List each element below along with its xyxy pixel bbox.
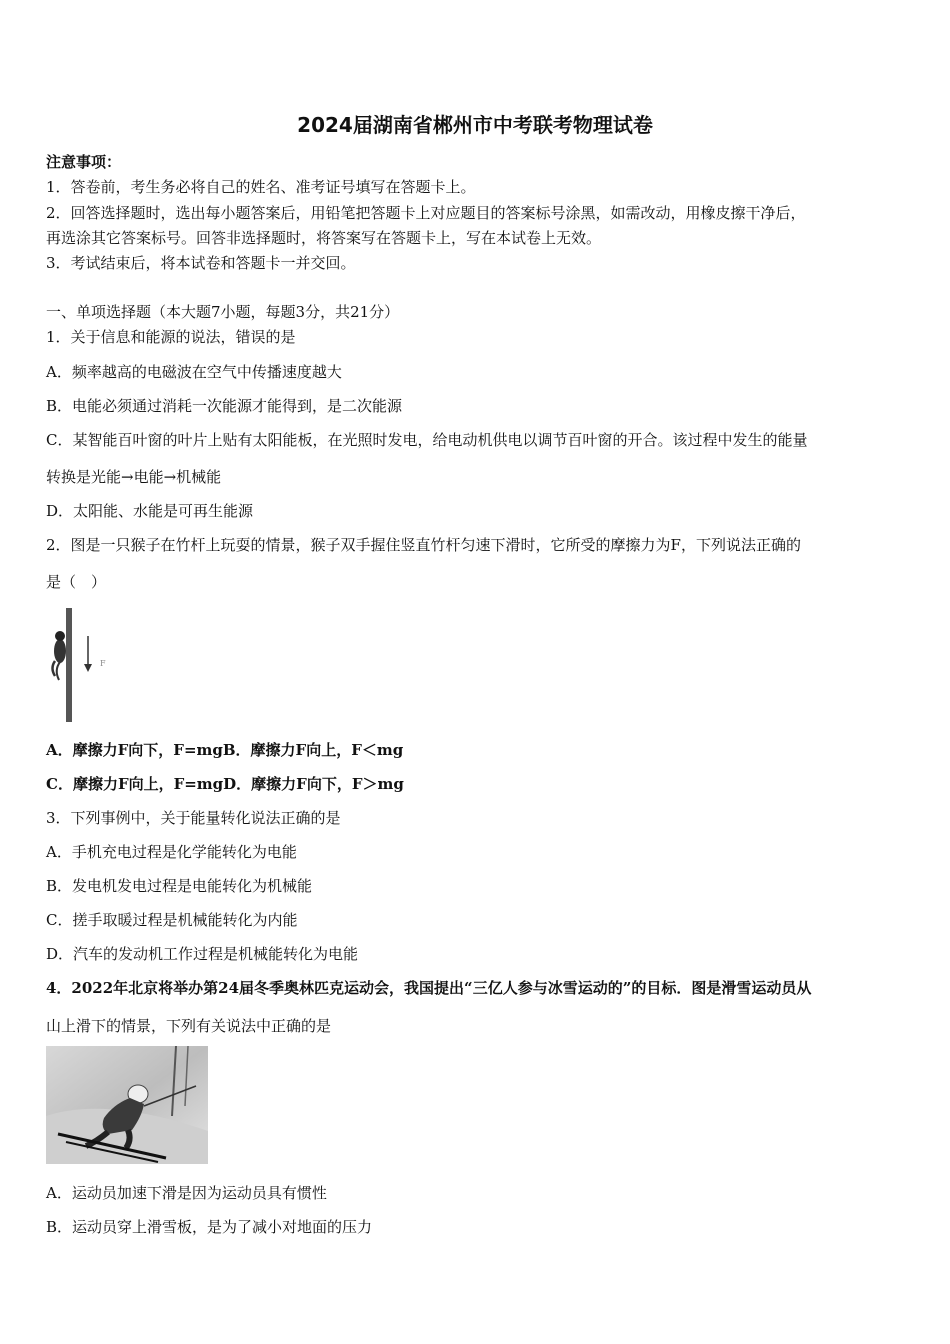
monkey-pole-figure bbox=[46, 606, 110, 724]
question-4-stem-continued: 山上滑下的情景，下列有关说法中正确的是 bbox=[46, 1017, 332, 1035]
notice-item: 再选涂其它答案标号。回答非选择题时，将答案写在答题卡上，写在本试卷上无效。 bbox=[46, 229, 602, 247]
q3-option-b: B．发电机发电过程是电能转化为机械能 bbox=[46, 877, 313, 895]
notice-item: 2．回答选择题时，选出每小题答案后，用铅笔把答题卡上对应题目的答案标号涂黑，如需改动，用橡皮擦干净后， bbox=[46, 204, 806, 222]
q1-option-c-continued: 转换是光能→电能→机械能 bbox=[46, 468, 222, 486]
q3-option-d: D．汽车的发动机工作过程是机械能转化为电能 bbox=[46, 945, 359, 963]
q3-option-c: C．搓手取暖过程是机械能转化为内能 bbox=[46, 911, 298, 929]
q1-option-b: B．电能必须通过消耗一次能源才能得到，是二次能源 bbox=[46, 397, 403, 415]
question-3-stem: 3．下列事例中，关于能量转化说法正确的是 bbox=[46, 809, 341, 827]
q2-options-cd: C．摩擦力F向上，F=mgD．摩擦力F向下，F＞mg bbox=[46, 775, 404, 793]
q1-option-a: A．频率越高的电磁波在空气中传播速度越大 bbox=[46, 363, 342, 381]
q4-option-a: A．运动员加速下滑是因为运动员具有惯性 bbox=[46, 1184, 327, 1202]
section-heading: 一、单项选择题（本大题7小题，每题3分，共21分） bbox=[46, 303, 400, 321]
notice-item: 3．考试结束后，将本试卷和答题卡一并交回。 bbox=[46, 254, 356, 272]
q2-options-ab: A．摩擦力F向下，F=mgB．摩擦力F向上，F＜mg bbox=[46, 741, 404, 759]
q1-option-c: C．某智能百叶窗的叶片上贴有太阳能板，在光照时发电，给电动机供电以调节百叶窗的开合。该过程中发生的能量 bbox=[46, 431, 808, 449]
svg-text:F: F bbox=[100, 659, 106, 668]
question-4-stem: 4．2022年北京将举办第24届冬季奥林匹克运动会，我国提出“三亿人参与冰雪运动的”的目标．图是滑雪运动员从 bbox=[46, 979, 812, 997]
notice-heading: 注意事项： bbox=[46, 153, 122, 171]
notice-item: 1．答卷前，考生务必将自己的姓名、准考证号填写在答题卡上。 bbox=[46, 178, 476, 196]
question-1-stem: 1．关于信息和能源的说法，错误的是 bbox=[46, 328, 296, 346]
q1-option-d: D．太阳能、水能是可再生能源 bbox=[46, 502, 254, 520]
page-title: 2024届湖南省郴州市中考联考物理试卷 bbox=[297, 113, 653, 137]
q3-option-a: A．手机充电过程是化学能转化为电能 bbox=[46, 843, 297, 861]
q4-option-b: B．运动员穿上滑雪板，是为了减小对地面的压力 bbox=[46, 1218, 373, 1236]
question-2-stem-continued: 是（ ） bbox=[46, 573, 107, 591]
skier-photo bbox=[46, 1046, 208, 1164]
question-2-stem: 2．图是一只猴子在竹杆上玩耍的情景，猴子双手握住竖直竹杆匀速下滑时，它所受的摩擦力为F，下列说法正确的 bbox=[46, 536, 801, 554]
